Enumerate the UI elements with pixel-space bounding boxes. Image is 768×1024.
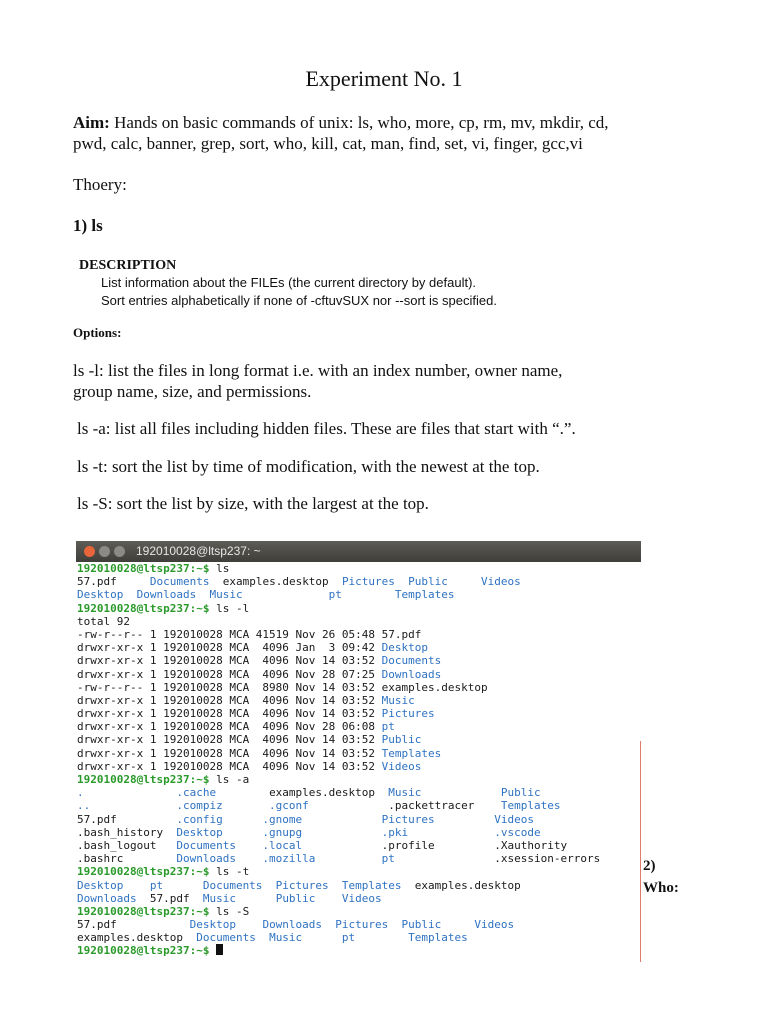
terminal-text: Desktop bbox=[381, 641, 428, 655]
terminal-text: .bash_history bbox=[77, 825, 177, 839]
terminal-text: Templates bbox=[381, 746, 442, 760]
option-ls-l-line1: ls -l: list the files in long format i.e. with an index number, owner name, bbox=[73, 361, 563, 380]
terminal-text: examples.desktop bbox=[77, 931, 197, 945]
terminal-titlebar bbox=[76, 541, 641, 562]
terminal-text: Documents Music pt Templates bbox=[196, 931, 468, 945]
option-ls-S: ls -S: sort the list by size, with the largest at the top. bbox=[77, 494, 429, 513]
terminal-line bbox=[77, 839, 641, 852]
terminal-text: 57.pdf bbox=[77, 812, 177, 826]
terminal-text: .packettracer bbox=[388, 799, 501, 813]
terminal-text: 57.pdf bbox=[77, 918, 190, 932]
terminal-prompt: 192010028@ltsp237:~$ bbox=[77, 773, 210, 786]
terminal-text: . .cache bbox=[77, 786, 270, 800]
maximize-icon[interactable] bbox=[114, 546, 125, 557]
terminal-text: drwxr-xr-x 1 192010028 MCA 4096 Nov 14 03:52 bbox=[77, 746, 382, 760]
terminal-text: Templates bbox=[500, 799, 561, 813]
terminal-text: drwxr-xr-x 1 192010028 MCA 4096 Jan 3 09:42 bbox=[77, 641, 382, 655]
terminal-text: examples.desktop bbox=[414, 878, 521, 892]
terminal-line bbox=[77, 694, 641, 707]
terminal-text: -rw-r--r-- 1 192010028 MCA 8980 Nov 14 03:52 examples.desktop bbox=[77, 680, 488, 694]
terminal-text: .profile .Xauthority bbox=[381, 838, 568, 852]
terminal-text: Public bbox=[381, 733, 422, 747]
terminal-line bbox=[77, 865, 641, 878]
terminal-text: Documents .local bbox=[176, 838, 382, 852]
terminal-text: ls -l bbox=[209, 601, 250, 615]
option-ls-t: ls -t: sort the list by time of modification, with the newest at the top. bbox=[77, 457, 540, 476]
minimize-icon[interactable] bbox=[99, 546, 110, 557]
terminal-text: 57.pdf bbox=[149, 891, 203, 905]
terminal-text: .. .compiz .gconf bbox=[77, 799, 389, 813]
terminal-text: Videos bbox=[481, 575, 521, 589]
terminal-screenshot bbox=[76, 541, 641, 963]
terminal-line bbox=[77, 720, 641, 733]
terminal-text: drwxr-xr-x 1 192010028 MCA 4096 Nov 28 07:25 bbox=[77, 667, 382, 681]
terminal-line bbox=[77, 852, 641, 865]
terminal-line bbox=[77, 733, 641, 746]
terminal-text: Downloads bbox=[381, 667, 442, 681]
terminal-text: examples.desktop bbox=[269, 786, 389, 800]
terminal-line bbox=[77, 918, 641, 931]
terminal-text: Downloads .mozilla pt bbox=[176, 852, 495, 866]
terminal-text: total 92 bbox=[77, 614, 130, 628]
terminal-text: Videos bbox=[381, 759, 422, 773]
terminal-text: drwxr-xr-x 1 192010028 MCA 4096 Nov 14 03:52 bbox=[77, 733, 382, 747]
terminal-text: drwxr-xr-x 1 192010028 MCA 4096 Nov 14 03:52 bbox=[77, 707, 382, 721]
terminal-text: Desktop Downloads Music pt Templates bbox=[77, 588, 455, 602]
terminal-line bbox=[77, 826, 641, 839]
terminal-text: ls -a bbox=[209, 773, 250, 786]
terminal-line bbox=[77, 813, 641, 826]
terminal-line bbox=[77, 668, 641, 681]
terminal-prompt: 192010028@ltsp237:~$ bbox=[77, 904, 210, 918]
terminal-text: Music bbox=[381, 693, 415, 707]
terminal-line bbox=[77, 615, 641, 628]
terminal-line bbox=[77, 747, 641, 760]
option-ls-l-line2: group name, size, and permissions. bbox=[73, 382, 312, 401]
terminal-line bbox=[77, 588, 641, 601]
terminal-text: Pictures bbox=[341, 575, 409, 589]
margin-line bbox=[640, 741, 641, 962]
terminal-line bbox=[77, 575, 641, 588]
terminal-text: .bashrc bbox=[77, 852, 177, 866]
terminal-prompt: 192010028@ltsp237:~$ bbox=[77, 562, 210, 575]
terminal-text: Public bbox=[408, 575, 482, 589]
terminal-prompt: 192010028@ltsp237:~$ bbox=[77, 601, 210, 615]
aim-label: Aim: bbox=[73, 113, 110, 132]
terminal-prompt: 192010028@ltsp237:~$ bbox=[77, 865, 210, 879]
terminal-prompt: 192010028@ltsp237:~$ bbox=[77, 944, 210, 958]
terminal-text: drwxr-xr-x 1 192010028 MCA 4096 Nov 28 06:08 bbox=[77, 720, 382, 734]
option-ls-a: ls -a: list all files including hidden files. These are files that start with “.”. bbox=[77, 419, 576, 438]
terminal-line bbox=[77, 892, 641, 905]
terminal-line bbox=[77, 799, 641, 812]
terminal-line bbox=[77, 641, 641, 654]
next-section-number: 2) bbox=[643, 858, 656, 874]
terminal-line bbox=[77, 931, 641, 944]
terminal-text: -rw-r--r-- 1 192010028 MCA 41519 Nov 26 05:48 57.pdf bbox=[77, 627, 422, 641]
terminal-text: Music Public Videos bbox=[202, 891, 382, 905]
terminal-line bbox=[77, 681, 641, 694]
terminal-text: pt bbox=[381, 720, 395, 734]
terminal-text: drwxr-xr-x 1 192010028 MCA 4096 Nov 14 03:52 bbox=[77, 759, 382, 773]
terminal-line bbox=[77, 944, 641, 957]
description-line-2: Sort entries alphabetically if none of -cftuvSUX nor --sort is specified. bbox=[101, 293, 497, 308]
terminal-text: Documents bbox=[149, 575, 223, 589]
terminal-text: drwxr-xr-x 1 192010028 MCA 4096 Nov 14 03:52 bbox=[77, 693, 382, 707]
description-heading: DESCRIPTION bbox=[79, 258, 177, 273]
terminal-text: Desktop .gnupg .pki .vscode bbox=[176, 825, 541, 839]
terminal-text: Downloads bbox=[77, 891, 150, 905]
aim-text-line2: pwd, calc, banner, grep, sort, who, kill, cat, man, find, set, vi, finger, gcc,vi bbox=[73, 134, 583, 153]
option-ls-l bbox=[73, 360, 562, 402]
terminal-text: .bash_logout bbox=[77, 838, 177, 852]
section-heading-ls: 1) ls bbox=[73, 216, 103, 235]
terminal-title: 192010028@ltsp237: ~ bbox=[136, 544, 261, 558]
options-heading: Options: bbox=[73, 325, 122, 340]
terminal-line bbox=[77, 773, 641, 786]
terminal-line bbox=[77, 879, 641, 892]
terminal-line bbox=[77, 760, 641, 773]
aim-text-line1: Hands on basic commands of unix: ls, who, more, cp, rm, mv, mkdir, cd, bbox=[109, 113, 609, 132]
terminal-text: Desktop pt Documents Pictures Templates bbox=[77, 878, 415, 892]
terminal-line bbox=[77, 602, 641, 615]
page-title: Experiment No. 1 bbox=[305, 66, 463, 91]
terminal-text: Pictures bbox=[381, 707, 435, 721]
terminal-text: examples.desktop bbox=[222, 575, 342, 589]
terminal-text: ls bbox=[209, 562, 230, 575]
terminal-line bbox=[77, 654, 641, 667]
terminal-line bbox=[77, 628, 641, 641]
terminal-text: 57.pdf bbox=[77, 575, 150, 589]
terminal-text: Documents bbox=[381, 654, 442, 668]
terminal-text: ls -S bbox=[209, 904, 250, 918]
terminal-text: drwxr-xr-x 1 192010028 MCA 4096 Nov 14 03:52 bbox=[77, 654, 382, 668]
description-line-1: List information about the FILEs (the current directory by default). bbox=[101, 275, 477, 290]
close-icon[interactable] bbox=[84, 546, 95, 557]
terminal-text: .config .gnome Pictures Videos bbox=[176, 812, 534, 826]
terminal-text: .xsession-errors bbox=[494, 852, 601, 866]
theory-label: Thoery: bbox=[73, 175, 127, 194]
terminal-line bbox=[77, 707, 641, 720]
terminal-line bbox=[77, 562, 641, 575]
terminal-text bbox=[209, 944, 216, 957]
terminal-line bbox=[77, 905, 641, 918]
terminal-output bbox=[76, 562, 641, 958]
terminal-line bbox=[77, 786, 641, 799]
aim-paragraph bbox=[73, 112, 713, 154]
terminal-text: ls -t bbox=[209, 865, 250, 879]
terminal-cursor bbox=[216, 944, 223, 955]
next-section-title: Who: bbox=[643, 880, 679, 896]
terminal-text: Desktop Downloads Pictures Public Videos bbox=[189, 918, 515, 932]
terminal-text: Music Public bbox=[388, 786, 541, 800]
